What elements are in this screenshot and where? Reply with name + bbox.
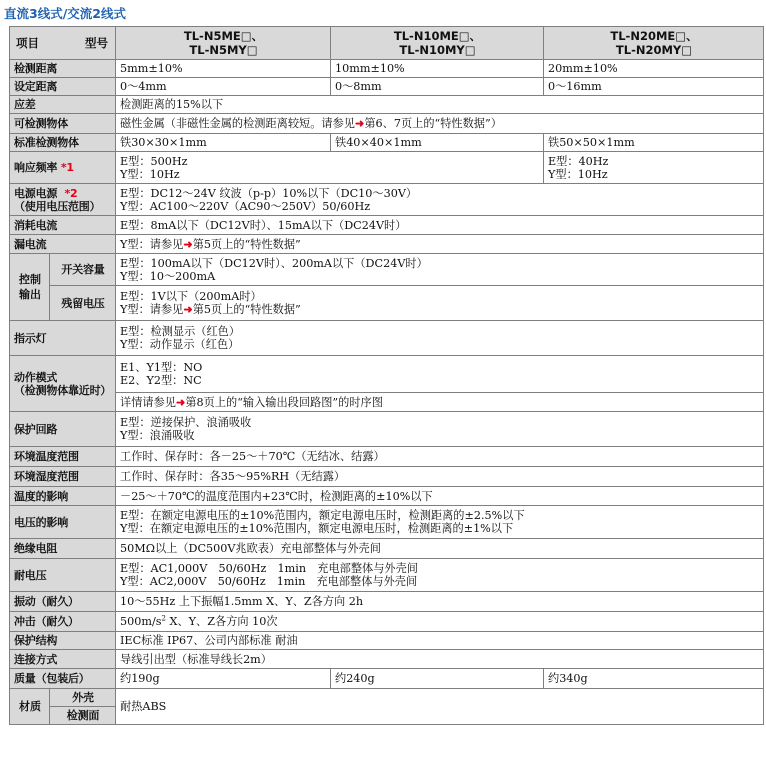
value-hysteresis: 检测距离的15%以下 [116,96,764,114]
row-power [10,184,764,216]
value-weight-3: 约340g [544,669,764,689]
value-weight-1: 约190g [116,669,331,689]
row-action-mode [10,356,764,393]
value-set-distance-2: 0～8mm [331,78,544,96]
label-hysteresis: 应差 [10,96,116,114]
row-insulation [10,539,764,559]
value-vibration: 10～55Hz 上下振幅1.5mm X、Y、Z各方向 2h [116,592,764,612]
value-material: 耐热ABS [116,689,764,725]
row-connection [10,650,764,669]
row-voltage-influence [10,506,764,539]
row-indicator [10,321,764,356]
value-switch-capacity: E型：100mA以下（DC12V时）、200mA以下（DC24V时） Y型：10～200mA [116,254,764,286]
label-material-face: 检测面 [50,707,116,725]
label-material-case: 外壳 [50,689,116,707]
value-response-1-2: E型：500Hz Y型：10Hz [116,152,544,184]
label-switch-capacity: 开关容量 [50,254,116,286]
row-switch-capacity [10,254,764,286]
row-enclosure [10,632,764,650]
label-ambient-temp: 环境温度范围 [10,447,116,467]
value-detect-distance-3: 20mm±10% [544,60,764,78]
label-action-mode: 动作模式 （检测物体靠近时） [10,356,116,412]
header-col3: TL-N20ME□、 TL-N20MY□ [544,27,764,60]
label-weight: 质量（包装后） [10,669,116,689]
label-leakage: 漏电流 [10,235,116,254]
row-weight [10,669,764,689]
row-std-object [10,134,764,152]
value-response-3: E型：40Hz Y型：10Hz [544,152,764,184]
value-detect-distance-1: 5mm±10% [116,60,331,78]
label-detect-distance: 检测距离 [10,60,116,78]
label-detectable-object: 可检测物体 [10,114,116,134]
header-item: 项目 [16,36,39,50]
note-marker: *1 [60,161,74,174]
value-std-object-1: 铁30×30×1mm [116,134,331,152]
label-protection-circuit: 保护回路 [10,412,116,447]
value-detect-distance-2: 10mm±10% [331,60,544,78]
row-detectable-object [10,114,764,134]
header-model: 型号 [85,36,108,50]
value-std-object-2: 铁40×40×1mm [331,134,544,152]
row-material-case [10,689,764,707]
value-connection: 导线引出型（标准导线长2m） [116,650,764,669]
label-power: 电源电源 *2 （使用电压范围） [10,184,116,216]
label-ambient-humidity: 环境湿度范围 [10,467,116,487]
row-vibration [10,592,764,612]
header-col2: TL-N10ME□、 TL-N10MY□ [331,27,544,60]
row-leakage [10,235,764,254]
row-residual-voltage [10,286,764,321]
spec-table [9,26,764,725]
label-consumption: 消耗电流 [10,216,116,235]
label-std-object: 标准检测物体 [10,134,116,152]
value-shock: $500m/s^2$ X、Y、Z各方向 10次 [116,612,764,632]
value-set-distance-3: 0～16mm [544,78,764,96]
value-std-object-3: 铁50×50×1mm [544,134,764,152]
value-protection-circuit: E型：逆接保护、浪涌吸收 Y型：浪涌吸收 [116,412,764,447]
label-response: 响应频率 *1 [10,152,116,184]
row-response [10,152,764,184]
row-protection-circuit [10,412,764,447]
value-power: E型：DC12～24V 纹波（p-p）10%以下（DC10～30V） Y型：AC100～220V（AC90～250V）50/60Hz [116,184,764,216]
label-indicator: 指示灯 [10,321,116,356]
header-item-model [10,27,116,60]
row-temp-influence [10,487,764,506]
value-ambient-humidity: 工作时、保存时：各35～95%RH（无结露） [116,467,764,487]
value-insulation: 50MΩ以上（DC500V兆欧表）充电部整体与外壳间 [116,539,764,559]
arrow-icon: ➜ [183,236,193,251]
value-leakage: Y型：请参见➜第5页上的“特性数据” [116,235,764,254]
row-detect-distance [10,60,764,78]
row-hysteresis [10,96,764,114]
label-set-distance: 设定距离 [10,78,116,96]
label-control-output: 控制 输出 [10,254,50,321]
row-shock [10,612,764,632]
value-temp-influence: －25～＋70℃的温度范围内+23℃时，检测距离的±10%以下 [116,487,764,506]
row-ambient-temp [10,447,764,467]
value-voltage-influence: E型：在额定电源电压的±10%范围内，额定电源电压时，检测距离的±2.5%以下 Y型：在额定电源电压的±10%范围内，额定电源电压时，检测距离的±1%以下 [116,506,764,539]
value-weight-2: 约240g [331,669,544,689]
value-set-distance-1: 0～4mm [116,78,331,96]
label-withstand: 耐电压 [10,559,116,592]
label-shock: 冲击（耐久） [10,612,116,632]
row-consumption [10,216,764,235]
value-enclosure: IEC标准 IP67、公司内部标准 耐油 [116,632,764,650]
value-indicator: E型：检测显示（红色） Y型：动作显示（红色） [116,321,764,356]
arrow-icon: ➜ [183,302,193,316]
label-material: 材质 [10,689,50,725]
label-vibration: 振动（耐久） [10,592,116,612]
value-withstand: E型：AC1,000V 50/60Hz 1min 充电部整体与外壳间 Y型：AC2,000V 50/60Hz 1min 充电部整体与外壳间 [116,559,764,592]
row-ambient-humidity [10,467,764,487]
value-action-mode: E1、Y1型：NO E2、Y2型：NC [116,356,764,393]
row-action-mode-note [10,393,764,412]
value-ambient-temp: 工作时、保存时：各－25～＋70℃（无结冰、结露） [116,447,764,467]
label-residual-voltage: 残留电压 [50,286,116,321]
page-title: 直流3线式/交流2线式 [4,6,126,21]
arrow-icon: ➜ [175,394,186,409]
value-consumption: E型：8mA以下（DC12V时）、15mA以下（DC24V时） [116,216,764,235]
label-temp-influence: 温度的影响 [10,487,116,506]
label-voltage-influence: 电压的影响 [10,506,116,539]
value-residual-voltage: E型：1V以下（200mA时） Y型：请参见➜第5页上的“特性数据” [116,286,764,321]
label-insulation: 绝缘电阻 [10,539,116,559]
note-marker: *2 [64,186,78,200]
row-set-distance [10,78,764,96]
row-withstand [10,559,764,592]
value-detectable-object: 磁性金属（非磁性金属的检测距离较短。请参见➜第6、7页上的“特性数据”） [116,114,764,134]
arrow-icon: ➜ [354,116,365,130]
label-enclosure: 保护结构 [10,632,116,650]
header-col1: TL-N5ME□、 TL-N5MY□ [116,27,331,60]
value-action-mode-note: 详情请参见➜第8页上的“输入输出段回路图”的时序图 [116,393,764,412]
header-row [10,27,764,60]
label-connection: 连接方式 [10,650,116,669]
